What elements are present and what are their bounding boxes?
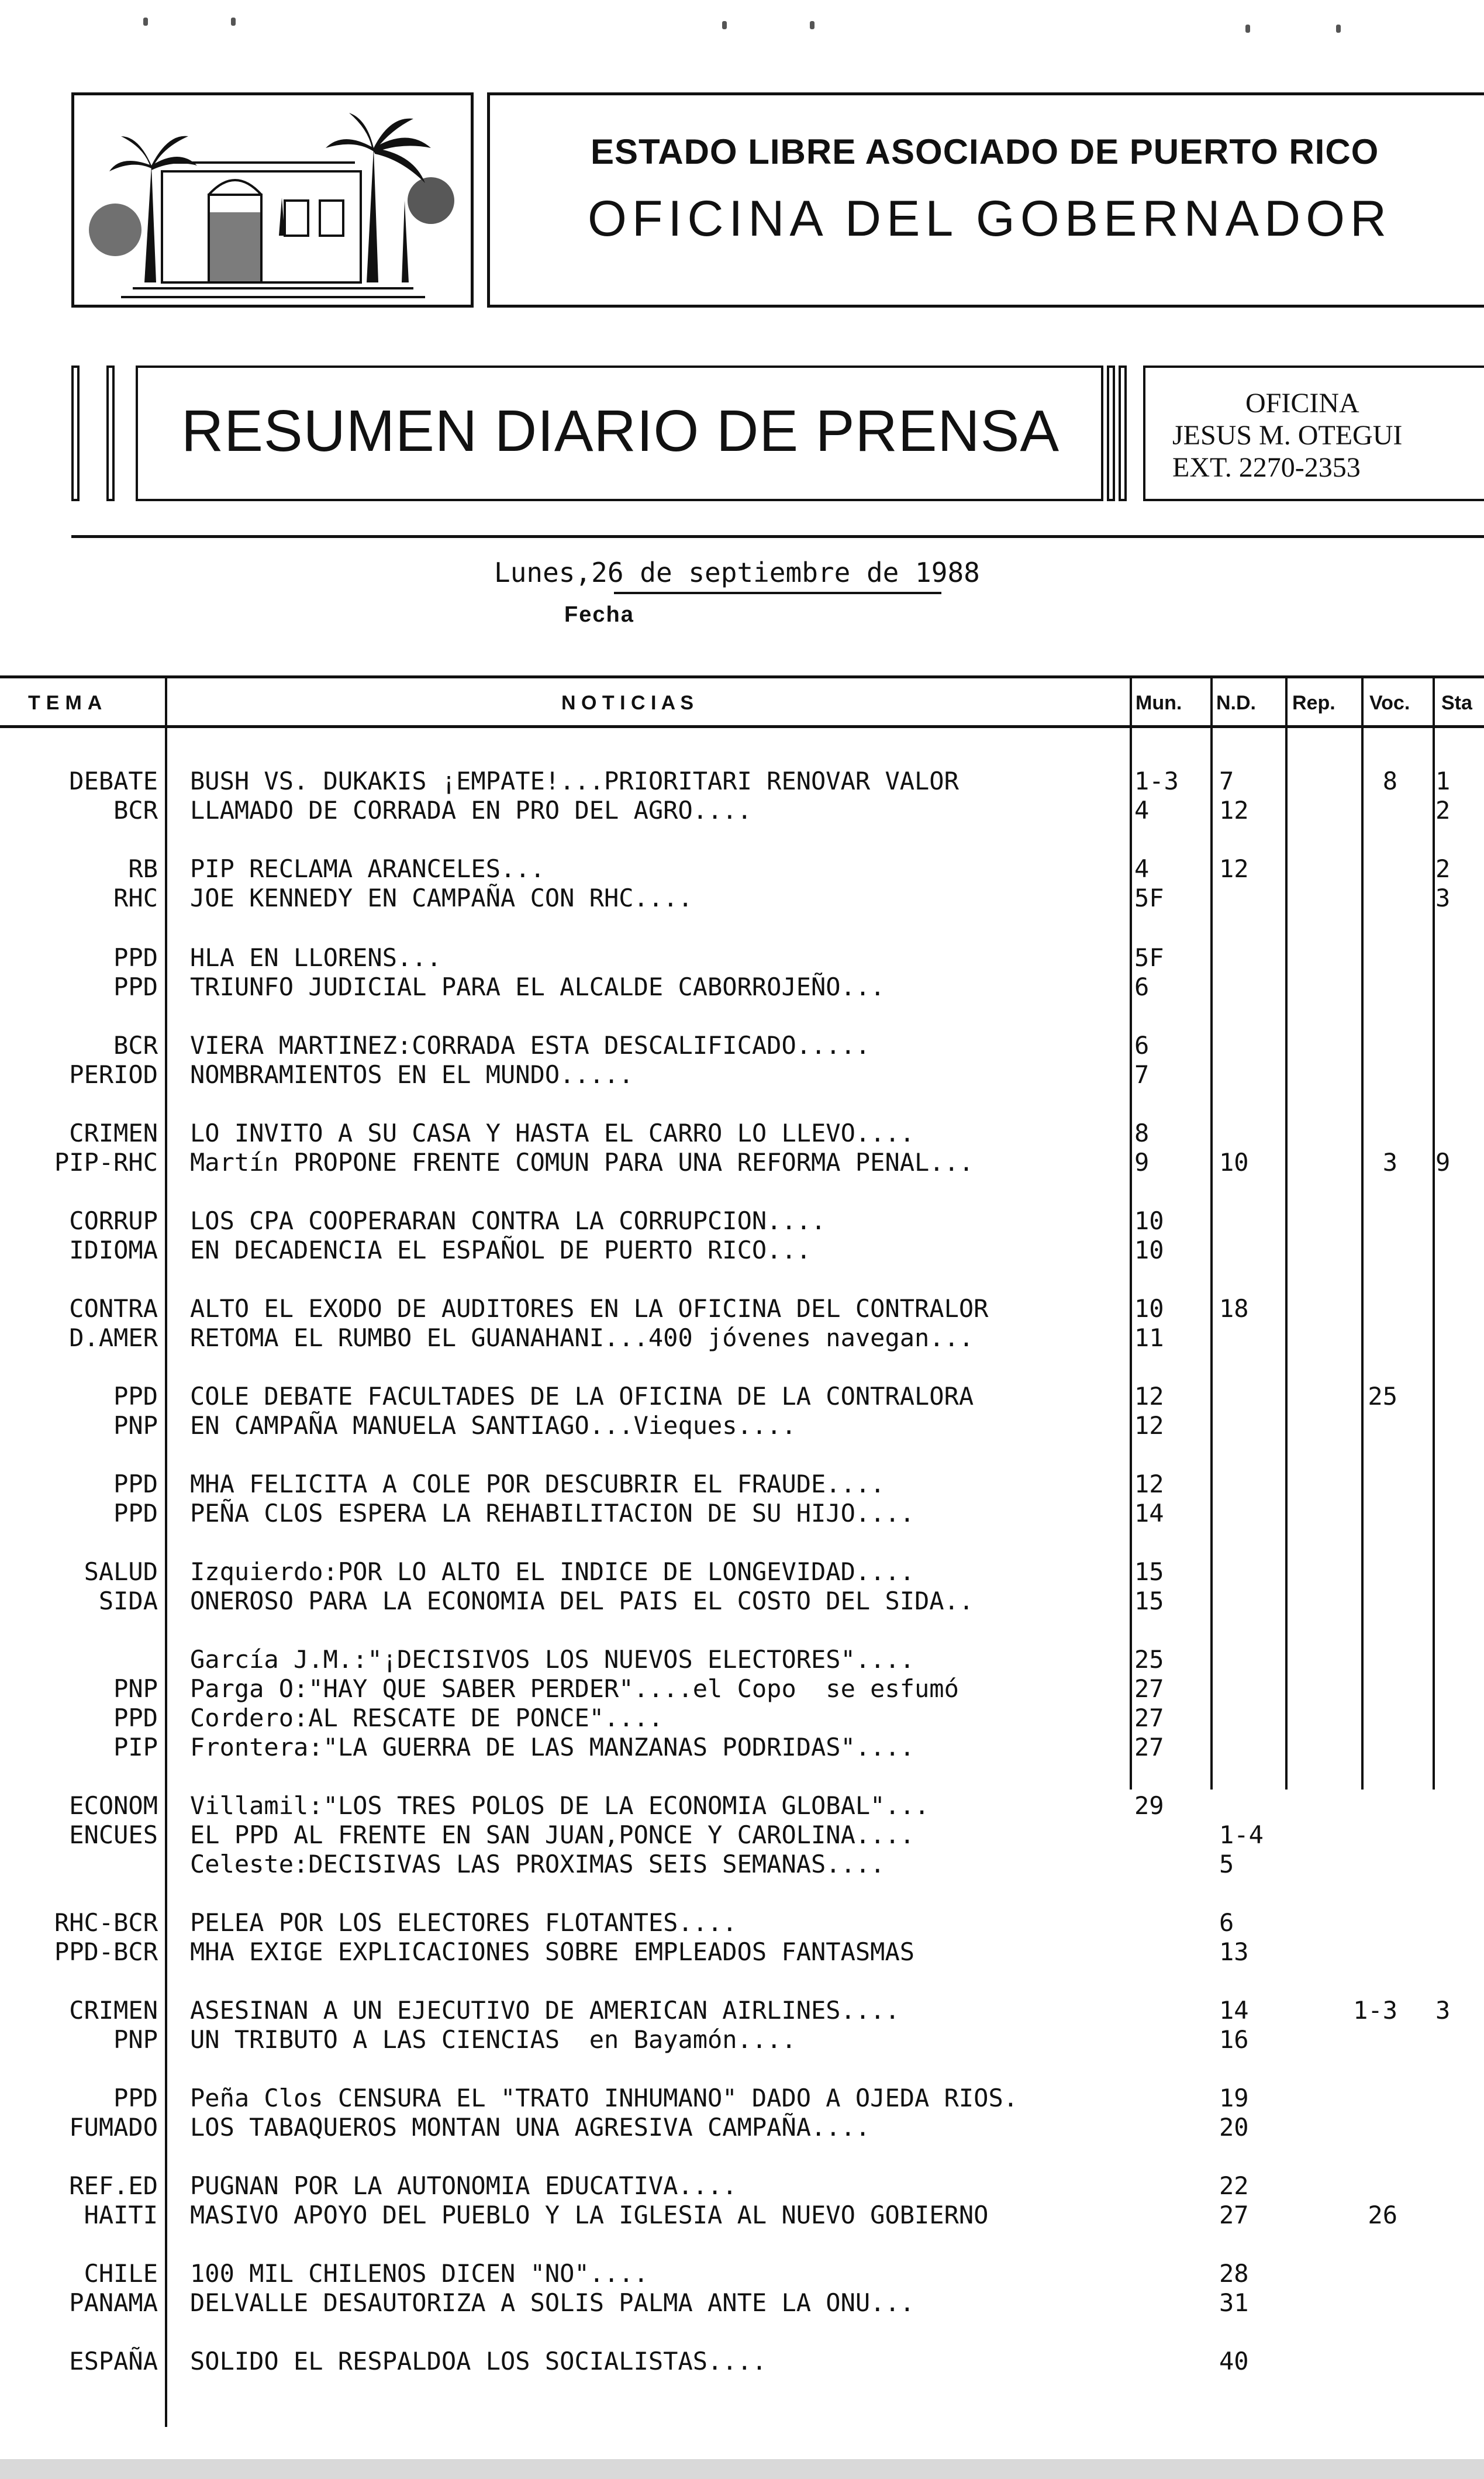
headline-cell: VIERA MARTINEZ:CORRADA ESTA DESCALIFICADO.....: [190, 1031, 871, 1060]
headline-cell: LOS CPA COOPERARAN CONTRA LA CORRUPCION....: [190, 1206, 826, 1235]
tema-cell: REF.ED: [69, 2171, 158, 2200]
sta-cell: 9: [1435, 1148, 1451, 1177]
tema-cell: CRIMEN: [69, 1119, 158, 1147]
table-row: [0, 1849, 1484, 1880]
headline-cell: Frontera:"LA GUERRA DE LAS MANZANAS PODRIDAS"....: [190, 1733, 915, 1761]
tema-cell: BCR: [113, 1031, 158, 1060]
tema-cell: PIP: [113, 1733, 158, 1761]
table-row: [0, 1820, 1484, 1850]
scan-mark: [231, 18, 236, 26]
tema-cell: CORRUP: [69, 1206, 158, 1235]
tema-cell: PIP-RHC: [54, 1148, 158, 1177]
nd-cell: 27: [1219, 2201, 1249, 2229]
headline-cell: MHA FELICITA A COLE POR DESCUBRIR EL FRAUDE....: [190, 1470, 885, 1498]
scan-mark: [810, 21, 815, 29]
headline-cell: PIP RECLAMA ARANCELES...: [190, 854, 545, 883]
office-title: OFICINA DEL GOBERNADOR: [588, 191, 1392, 247]
tema-cell: PPD: [113, 943, 158, 972]
tema-cell: PNP: [113, 1411, 158, 1440]
mun-cell: 27: [1134, 1733, 1164, 1761]
column-rule-tema: [165, 675, 167, 2427]
nd-cell: 40: [1219, 2347, 1249, 2375]
tema-cell: ENCUES: [69, 1821, 158, 1849]
table-row: [0, 1557, 1484, 1587]
mun-cell: 10: [1134, 1236, 1164, 1264]
headline-cell: PEÑA CLOS ESPERA LA REHABILITACION DE SU HIJO....: [190, 1499, 915, 1528]
mun-cell: 5F: [1134, 943, 1164, 972]
mun-cell: 12: [1134, 1382, 1164, 1411]
table-row: [0, 1469, 1484, 1499]
tema-cell: PNP: [113, 2025, 158, 2054]
tema-cell: PPD: [113, 1704, 158, 1732]
table-row: [0, 1937, 1484, 1967]
headline-cell: PELEA POR LOS ELECTORES FLOTANTES....: [190, 1908, 737, 1937]
header-divider: [71, 535, 1484, 538]
scan-mark: [143, 18, 148, 26]
table-row: [0, 1586, 1484, 1616]
headline-cell: Celeste:DECISIVAS LAS PROXIMAS SEIS SEMANAS....: [190, 1850, 885, 1878]
tema-cell: ECONOM: [69, 1791, 158, 1820]
headline-cell: Peña Clos CENSURA EL "TRATO INHUMANO" DADO A OJEDA RIOS.: [190, 2084, 1019, 2112]
headline-cell: SOLIDO EL RESPALDOA LOS SOCIALISTAS....: [190, 2347, 767, 2375]
banner-left-bar-2: [106, 366, 115, 501]
tema-cell: CHILE: [84, 2259, 158, 2288]
tema-cell: PNP: [113, 1674, 158, 1703]
table-row: [0, 1235, 1484, 1266]
mun-cell: 9: [1134, 1148, 1150, 1177]
nd-cell: 20: [1219, 2113, 1249, 2142]
table-row: [0, 1030, 1484, 1061]
table-row: [0, 1206, 1484, 1236]
tema-cell: ESPAÑA: [69, 2347, 158, 2375]
table-row: [0, 2346, 1484, 2377]
tema-cell: PANAMA: [69, 2288, 158, 2317]
table-row: [0, 2288, 1484, 2318]
nd-cell: 14: [1219, 1996, 1249, 2025]
government-name: ESTADO LIBRE ASOCIADO DE PUERTO RICO: [591, 132, 1379, 171]
column-header-voc: Voc.: [1369, 692, 1410, 714]
mun-cell: 12: [1134, 1411, 1164, 1440]
sta-cell: 2: [1435, 796, 1451, 825]
table-top-rule: [0, 675, 1484, 678]
mun-cell: 4: [1134, 796, 1150, 825]
nd-cell: 28: [1219, 2259, 1249, 2288]
headline-cell: ONEROSO PARA LA ECONOMIA DEL PAIS EL COSTO DEL SIDA..: [190, 1587, 974, 1615]
nd-cell: 6: [1219, 1908, 1234, 1937]
tema-cell: SALUD: [84, 1557, 158, 1586]
column-header-rep: Rep.: [1292, 692, 1335, 714]
headline-cell: RETOMA EL RUMBO EL GUANAHANI...400 jóvenes navegan...: [190, 1323, 974, 1352]
table-row: [0, 1908, 1484, 1938]
table-row: [0, 854, 1484, 884]
voc-cell: 1-3: [1353, 1996, 1397, 2025]
date-label: Fecha: [564, 602, 634, 627]
table-row: [0, 2200, 1484, 2230]
nd-cell: 12: [1219, 854, 1249, 883]
nd-cell: 7: [1219, 767, 1234, 795]
table-row: [0, 972, 1484, 1002]
table-row: [0, 766, 1484, 797]
sta-cell: 2: [1435, 854, 1451, 883]
column-header-nd: N.D.: [1216, 692, 1256, 714]
table-row: [0, 1791, 1484, 1821]
table-row: [0, 1294, 1484, 1324]
sta-cell: 3: [1435, 884, 1451, 912]
headline-cell: García J.M.:"¡DECISIVOS LOS NUEVOS ELECTORES"....: [190, 1645, 915, 1674]
column-header-noticias: N O T I C I A S: [561, 692, 694, 714]
scan-mark: [1336, 25, 1341, 33]
governor-mansion-illustration: [74, 95, 471, 305]
sta-cell: 3: [1435, 1996, 1451, 2025]
voc-cell: 26: [1368, 2201, 1397, 2229]
voc-cell: 25: [1368, 1382, 1397, 1411]
nd-cell: 18: [1219, 1294, 1249, 1323]
scan-edge: [0, 2459, 1484, 2479]
table-row: [0, 1118, 1484, 1149]
tema-cell: D.AMER: [69, 1323, 158, 1352]
mun-cell: 5F: [1134, 884, 1164, 912]
mun-cell: 7: [1134, 1060, 1150, 1089]
tema-cell: PPD: [113, 1499, 158, 1528]
table-row: [0, 1644, 1484, 1675]
mun-cell: 6: [1134, 973, 1150, 1001]
mun-cell: 27: [1134, 1674, 1164, 1703]
headline-cell: UN TRIBUTO A LAS CIENCIAS en Bayamón....: [190, 2025, 796, 2054]
headline-cell: HLA EN LLORENS...: [190, 943, 441, 972]
table-row: [0, 1323, 1484, 1353]
table-row: [0, 1995, 1484, 2026]
tema-cell: DEBATE: [69, 767, 158, 795]
headline-cell: COLE DEBATE FACULTADES DE LA OFICINA DE LA CONTRALORA: [190, 1382, 974, 1411]
mun-cell: 29: [1134, 1791, 1164, 1820]
mun-cell: 1-3: [1134, 767, 1179, 795]
table-row: [0, 795, 1484, 826]
table-row: [0, 1498, 1484, 1529]
banner-right-bar-1: [1107, 366, 1115, 501]
headline-cell: Izquierdo:POR LO ALTO EL INDICE DE LONGEVIDAD....: [190, 1557, 915, 1586]
table-header-rule: [0, 725, 1484, 728]
nd-cell: 5: [1219, 1850, 1234, 1878]
headline-cell: PUGNAN POR LA AUTONOMIA EDUCATIVA....: [190, 2171, 737, 2200]
mun-cell: 15: [1134, 1557, 1164, 1586]
nd-cell: 10: [1219, 1148, 1249, 1177]
table-row: [0, 2259, 1484, 2289]
headline-cell: LO INVITO A SU CASA Y HASTA EL CARRO LO LLEVO....: [190, 1119, 915, 1147]
nd-cell: 1-4: [1219, 1821, 1264, 1849]
table-row: [0, 1732, 1484, 1763]
tema-cell: HAITI: [84, 2201, 158, 2229]
headline-cell: TRIUNFO JUDICIAL PARA EL ALCALDE CABORROJEÑO...: [190, 973, 885, 1001]
scan-mark: [722, 21, 727, 29]
mun-cell: 25: [1134, 1645, 1164, 1674]
headline-cell: MASIVO APOYO DEL PUEBLO Y LA IGLESIA AL NUEVO GOBIERNO: [190, 2201, 989, 2229]
headline-cell: Cordero:AL RESCATE DE PONCE"....: [190, 1704, 664, 1732]
mun-cell: 15: [1134, 1587, 1164, 1615]
mun-cell: 4: [1134, 854, 1150, 883]
voc-cell: 8: [1382, 767, 1397, 795]
headline-cell: 100 MIL CHILENOS DICEN "NO"....: [190, 2259, 648, 2288]
tema-cell: BCR: [113, 796, 158, 825]
nd-cell: 13: [1219, 1937, 1249, 1966]
voc-cell: 3: [1382, 1148, 1397, 1177]
date-underline: [614, 592, 941, 594]
nd-cell: 16: [1219, 2025, 1249, 2054]
mun-cell: 11: [1134, 1323, 1164, 1352]
nd-cell: 31: [1219, 2288, 1249, 2317]
mun-cell: 8: [1134, 1119, 1150, 1147]
table-row: [0, 1674, 1484, 1704]
mun-cell: 6: [1134, 1031, 1150, 1060]
mun-cell: 27: [1134, 1704, 1164, 1732]
headline-cell: JOE KENNEDY EN CAMPAÑA CON RHC....: [190, 884, 693, 912]
tema-cell: FUMADO: [69, 2113, 158, 2142]
tema-cell: PPD-BCR: [54, 1937, 158, 1966]
table-row: [0, 2171, 1484, 2201]
headline-cell: DELVALLE DESAUTORIZA A SOLIS PALMA ANTE LA ONU...: [190, 2288, 915, 2317]
nd-cell: 19: [1219, 2084, 1249, 2112]
headline-cell: MHA EXIGE EXPLICACIONES SOBRE EMPLEADOS FANTASMAS: [190, 1937, 915, 1966]
column-header-tema: TEMA: [28, 692, 108, 714]
table-row: [0, 1411, 1484, 1441]
table-row: [0, 2083, 1484, 2113]
headline-cell: LOS TABAQUEROS MONTAN UNA AGRESIVA CAMPAÑA....: [190, 2113, 871, 2142]
tema-cell: PPD: [113, 1382, 158, 1411]
office-label: OFICINA: [1245, 388, 1359, 419]
headline-cell: NOMBRAMIENTOS EN EL MUNDO.....: [190, 1060, 634, 1089]
headline-cell: EN DECADENCIA EL ESPAÑOL DE PUERTO RICO...: [190, 1236, 812, 1264]
tema-cell: PPD: [113, 973, 158, 1001]
nd-cell: 22: [1219, 2171, 1249, 2200]
headline-cell: ALTO EL EXODO DE AUDITORES EN LA OFICINA DEL CONTRALOR: [190, 1294, 989, 1323]
headline-cell: LLAMADO DE CORRADA EN PRO DEL AGRO....: [190, 796, 752, 825]
mun-cell: 14: [1134, 1499, 1164, 1528]
mun-cell: 10: [1134, 1206, 1164, 1235]
tema-cell: SIDA: [98, 1587, 158, 1615]
scan-mark: [1245, 25, 1250, 33]
office-contact-name: JESUS M. OTEGUI: [1172, 420, 1403, 451]
banner-left-bar-1: [71, 366, 80, 501]
nd-cell: 12: [1219, 796, 1249, 825]
tema-cell: PPD: [113, 2084, 158, 2112]
headline-cell: EL PPD AL FRENTE EN SAN JUAN,PONCE Y CAROLINA....: [190, 1821, 915, 1849]
headline-cell: Martín PROPONE FRENTE COMUN PARA UNA REFORMA PENAL...: [190, 1148, 974, 1177]
table-row: [0, 1381, 1484, 1412]
table-row: [0, 1703, 1484, 1733]
mun-cell: 12: [1134, 1470, 1164, 1498]
table-row: [0, 1060, 1484, 1090]
headline-cell: EN CAMPAÑA MANUELA SANTIAGO...Vieques....: [190, 1411, 796, 1440]
tema-cell: CONTRA: [69, 1294, 158, 1323]
headline-cell: Parga O:"HAY QUE SABER PERDER"....el Copo se esfumó: [190, 1674, 959, 1703]
headline-cell: ASESINAN A UN EJECUTIVO DE AMERICAN AIRLINES....: [190, 1996, 900, 2025]
column-header-sta: Sta: [1441, 692, 1472, 714]
tema-cell: IDIOMA: [69, 1236, 158, 1264]
tema-cell: RHC-BCR: [54, 1908, 158, 1937]
table-row: [0, 1147, 1484, 1178]
report-date: Lunes,26 de septiembre de 1988: [494, 557, 980, 588]
tema-cell: PERIOD: [69, 1060, 158, 1089]
seal-frame: [71, 92, 474, 308]
mun-cell: 10: [1134, 1294, 1164, 1323]
column-header-mun: Mun.: [1136, 692, 1182, 714]
tema-cell: CRIMEN: [69, 1996, 158, 2025]
headline-cell: BUSH VS. DUKAKIS ¡EMPATE!...PRIORITARI RENOVAR VALOR: [190, 767, 959, 795]
headline-cell: Villamil:"LOS TRES POLOS DE LA ECONOMIA GLOBAL"...: [190, 1791, 930, 1820]
tema-cell: RHC: [113, 884, 158, 912]
table-row: [0, 883, 1484, 913]
sta-cell: 1: [1435, 767, 1451, 795]
tema-cell: PPD: [113, 1470, 158, 1498]
tema-cell: RB: [128, 854, 158, 883]
office-extension: EXT. 2270-2353: [1172, 452, 1361, 483]
table-row: [0, 2112, 1484, 2143]
table-row: [0, 943, 1484, 973]
report-title: RESUMEN DIARIO DE PRENSA: [181, 398, 1060, 464]
banner-right-bar-2: [1119, 366, 1127, 501]
table-row: [0, 2025, 1484, 2055]
